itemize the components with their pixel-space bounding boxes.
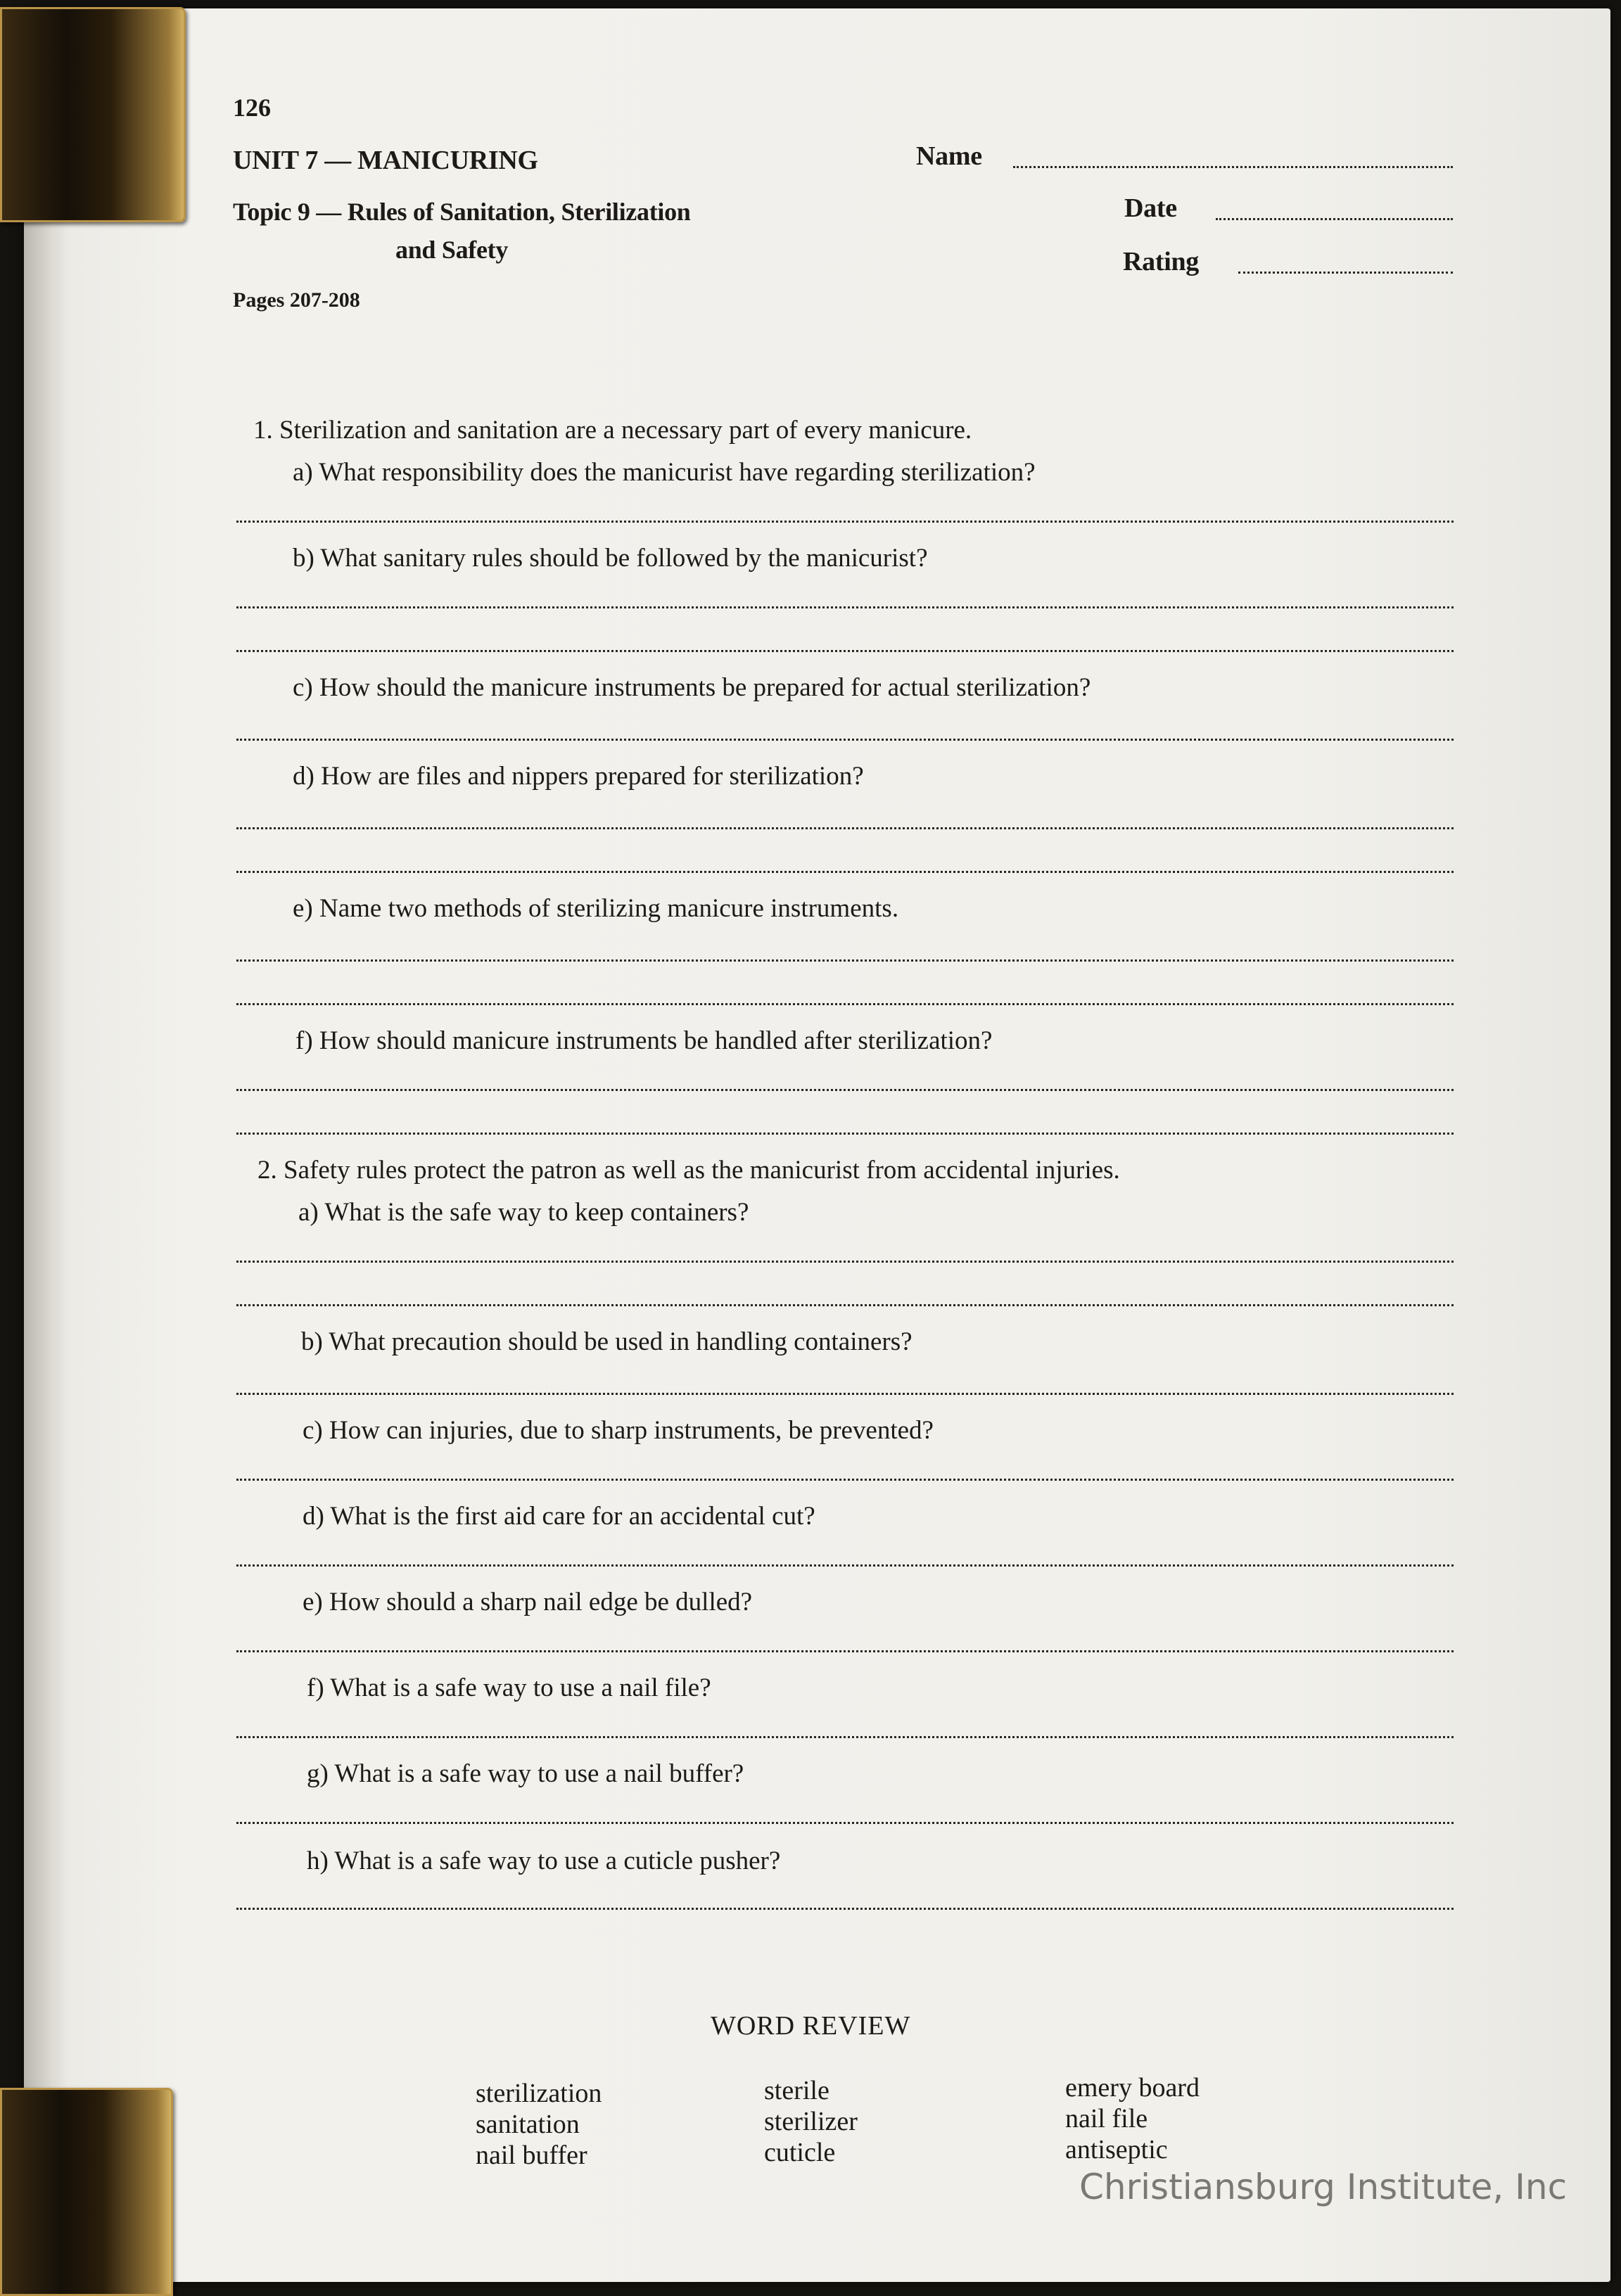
binder-clip-bottom <box>0 2088 173 2296</box>
date-label: Date <box>1124 193 1177 223</box>
word-review-term: sterilizer <box>764 2107 858 2136</box>
question-1b: b) What sanitary rules should be followed by the manicurist? <box>293 544 928 573</box>
answer-line-1d-1[interactable] <box>236 827 1454 829</box>
question-2f: f) What is a safe way to use a nail file? <box>307 1673 711 1702</box>
question-2h: h) What is a safe way to use a cuticle pusher? <box>307 1847 781 1875</box>
answer-line-2d[interactable] <box>236 1564 1454 1567</box>
topic-title-line2: and Safety <box>395 236 509 264</box>
answer-line-2h[interactable] <box>236 1908 1454 1910</box>
topic-title-line1: Topic 9 — Rules of Sanitation, Sterilization <box>233 198 691 226</box>
word-review-term: sterile <box>764 2076 829 2105</box>
date-field[interactable] <box>1216 218 1453 220</box>
question-2e: e) How should a sharp nail edge be dulled? <box>303 1588 753 1616</box>
unit-title: UNIT 7 — MANICURING <box>233 146 538 175</box>
page-number: 126 <box>233 94 271 122</box>
question-1a: a) What responsibility does the manicurist have regarding sterilization? <box>293 458 1036 487</box>
answer-line-1f-2[interactable] <box>236 1133 1454 1135</box>
word-review-term: sterilization <box>476 2079 602 2108</box>
name-label: Name <box>916 141 982 171</box>
question-2d: d) What is the first aid care for an accidental cut? <box>303 1502 815 1531</box>
answer-line-1f-1[interactable] <box>236 1089 1454 1091</box>
page-gutter-shadow <box>24 8 66 2282</box>
question-1f: f) How should manicure instruments be handled after sterilization? <box>295 1026 993 1055</box>
answer-line-1c[interactable] <box>236 739 1454 741</box>
question-2g: g) What is a safe way to use a nail buffer? <box>307 1759 744 1788</box>
word-review-term: emery board <box>1065 2073 1200 2103</box>
answer-line-1b-1[interactable] <box>236 606 1454 608</box>
worksheet-page <box>24 8 1610 2282</box>
answer-line-2g[interactable] <box>236 1822 1454 1824</box>
section1-heading: 1. Sterilization and sanitation are a necessary part of every manicure. <box>253 416 972 445</box>
rating-label: Rating <box>1123 247 1199 276</box>
question-1c: c) How should the manicure instruments be prepared for actual sterilization? <box>293 673 1091 702</box>
question-2a: a) What is the safe way to keep containers? <box>298 1198 749 1227</box>
word-review-term: nail file <box>1065 2104 1148 2134</box>
answer-line-2f[interactable] <box>236 1736 1454 1738</box>
answer-line-2c[interactable] <box>236 1479 1454 1481</box>
section2-heading: 2. Safety rules protect the patron as well as the manicurist from accidental injuries. <box>258 1156 1120 1185</box>
answer-line-2a-1[interactable] <box>236 1261 1454 1263</box>
answer-line-1a[interactable] <box>236 521 1454 523</box>
question-1e: e) Name two methods of sterilizing manicure instruments. <box>293 894 899 923</box>
answer-line-2a-2[interactable] <box>236 1304 1454 1306</box>
question-1d: d) How are files and nippers prepared for sterilization? <box>293 762 864 791</box>
answer-line-1e-1[interactable] <box>236 959 1454 962</box>
question-2c: c) How can injuries, due to sharp instruments, be prevented? <box>303 1416 934 1445</box>
name-field[interactable] <box>1013 166 1453 168</box>
watermark-text: Christiansburg Institute, Inc <box>1079 2167 1568 2207</box>
word-review-term: cuticle <box>764 2138 836 2167</box>
question-2b: b) What precaution should be used in handling containers? <box>301 1327 913 1356</box>
answer-line-1e-2[interactable] <box>236 1003 1454 1005</box>
word-review-term: nail buffer <box>476 2141 587 2170</box>
word-review-title: WORD REVIEW <box>711 2011 911 2041</box>
answer-line-1d-2[interactable] <box>236 871 1454 873</box>
word-review-column-1 <box>476 2078 602 2171</box>
answer-line-1b-2[interactable] <box>236 650 1454 652</box>
answer-line-2e[interactable] <box>236 1650 1454 1652</box>
pages-reference: Pages 207-208 <box>233 288 360 312</box>
binder-clip-top <box>0 7 186 222</box>
word-review-term: antiseptic <box>1065 2135 1168 2164</box>
answer-line-2b[interactable] <box>236 1393 1454 1395</box>
word-review-column-2 <box>764 2075 858 2168</box>
word-review-column-3 <box>1065 2072 1200 2165</box>
word-review-term: sanitation <box>476 2110 580 2139</box>
rating-field[interactable] <box>1238 272 1453 274</box>
